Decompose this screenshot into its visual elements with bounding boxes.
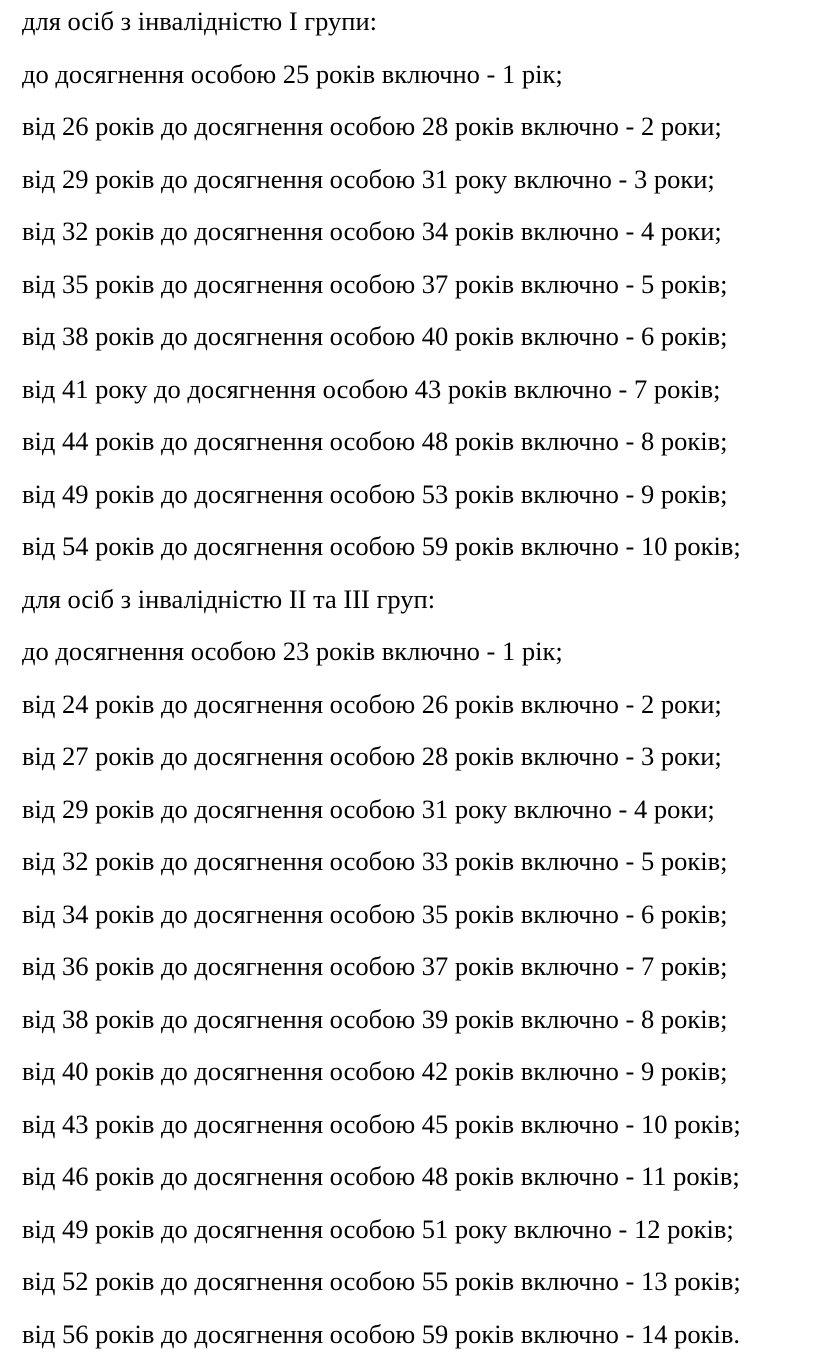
group-1-item: від 26 років до досягнення особою 28 років включно - 2 роки; [22,111,820,164]
group-2-3-item: від 46 років до досягнення особою 48 років включно - 11 років; [22,1161,820,1214]
group-1-item: від 38 років до досягнення особою 40 років включно - 6 років; [22,321,820,374]
group-1-item: від 44 років до досягнення особою 48 років включно - 8 років; [22,426,820,479]
group-2-3-item: від 38 років до досягнення особою 39 років включно - 8 років; [22,1004,820,1057]
group-1-item: від 32 років до досягнення особою 34 років включно - 4 роки; [22,216,820,269]
group-1-item: до досягнення особою 25 років включно - 1 рік; [22,59,820,112]
group-2-3-item: від 32 років до досягнення особою 33 років включно - 5 років; [22,846,820,899]
group-1-item: від 54 років до досягнення особою 59 років включно - 10 років; [22,531,820,584]
group-2-3-heading: для осіб з інвалідністю II та III груп: [22,584,820,637]
group-1-item: від 35 років до досягнення особою 37 років включно - 5 років; [22,269,820,322]
group-1-item: від 29 років до досягнення особою 31 року включно - 3 роки; [22,164,820,217]
group-2-3-item: від 34 років до досягнення особою 35 років включно - 6 років; [22,899,820,952]
group-2-3-item: від 29 років до досягнення особою 31 року включно - 4 роки; [22,794,820,847]
group-2-3-item: від 36 років до досягнення особою 37 років включно - 7 років; [22,951,820,1004]
group-2-3-item: від 56 років до досягнення особою 59 років включно - 14 років. [22,1319,820,1371]
group-2-3-item: від 40 років до досягнення особою 42 років включно - 9 років; [22,1056,820,1109]
group-2-3-item: від 24 років до досягнення особою 26 років включно - 2 роки; [22,689,820,742]
group-2-3-item: від 49 років до досягнення особою 51 року включно - 12 років; [22,1214,820,1267]
group-1-heading: для осіб з інвалідністю I групи: [22,6,820,59]
group-1-item: від 41 року до досягнення особою 43 років включно - 7 років; [22,374,820,427]
group-1-item: від 49 років до досягнення особою 53 років включно - 9 років; [22,479,820,532]
group-2-3-item: від 27 років до досягнення особою 28 років включно - 3 роки; [22,741,820,794]
group-2-3-item: від 43 років до досягнення особою 45 років включно - 10 років; [22,1109,820,1162]
group-2-3-item: від 52 років до досягнення особою 55 років включно - 13 років; [22,1266,820,1319]
group-2-3-item: до досягнення особою 23 років включно - 1 рік; [22,636,820,689]
